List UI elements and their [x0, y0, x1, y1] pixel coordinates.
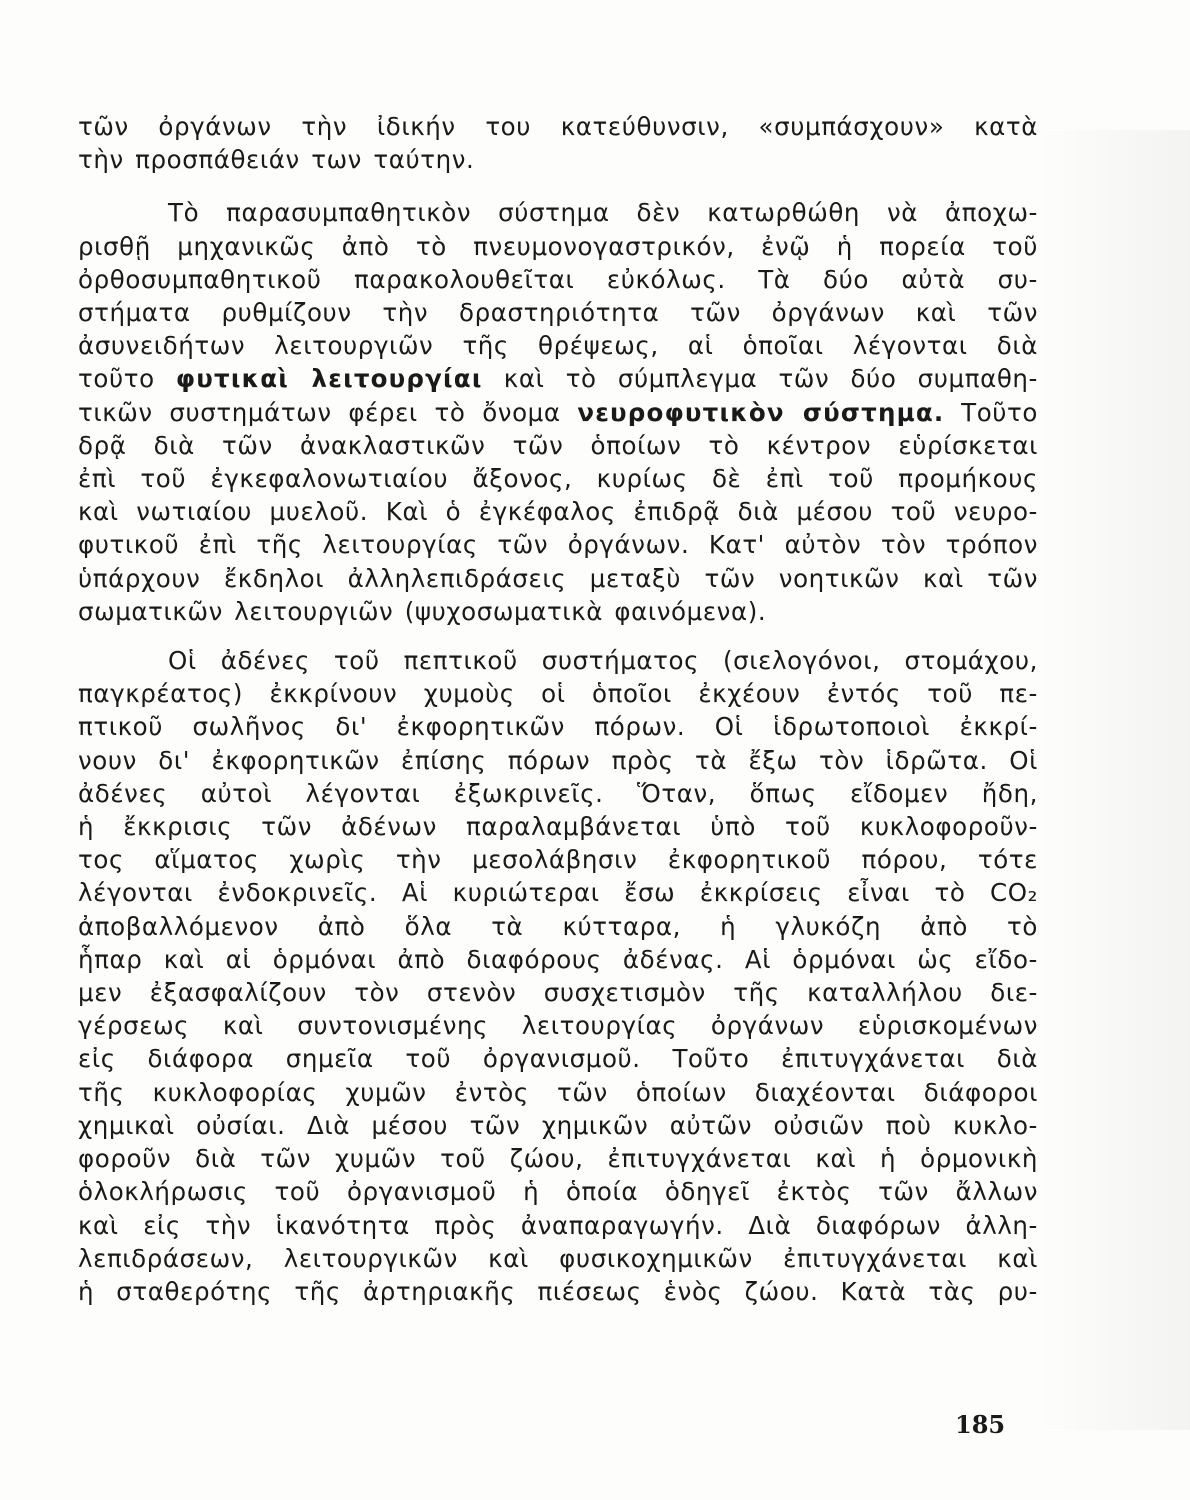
text-line: Τὸ παρασυμπαθητικὸν σύστημα δὲν κατωρθώθη νὰ ἀποχω- [168, 198, 1038, 228]
text-line: χημικαὶ οὐσίαι. Διὰ μέσου τῶν χημικῶν αὐτῶν οὐσιῶν ποὺ κυκλο- [78, 1110, 1038, 1140]
paragraph-gap [78, 628, 1038, 644]
text-line: λέγονται ἐνδοκρινεῖς. Αἱ κυριώτεραι ἔσω ἐκκρίσεις εἶναι τὸ CO₂ [78, 878, 1038, 908]
text-line: στήματα ρυθμίζουν τὴν δραστηριότητα τῶν ὀργάνων καὶ τῶν [78, 298, 1038, 328]
text-line: τοῦτο φυτικαὶ λειτουργίαι καὶ τὸ σύμπλεγμα τῶν δύο συμπαθη- [78, 364, 1038, 394]
text-line: ἧπαρ καὶ αἱ ὁρμόναι ἀπὸ διαφόρους ἀδένας. Αἱ ὁρμόναι ὡς εἴδο- [78, 944, 1038, 974]
text-line: ἀδένες αὐτοὶ λέγονται ἐξωκρινεῖς. Ὅταν, ὅπως εἴδομεν ἤδη, [78, 778, 1038, 808]
text-line: καὶ νωτιαίου μυελοῦ. Καὶ ὁ ἐγκέφαλος ἐπιδρᾷ διὰ μέσου τοῦ νευρο- [78, 497, 1038, 527]
text-line: δρᾷ διὰ τῶν ἀνακλαστικῶν τῶν ὁποίων τὸ κέντρον εὑρίσκεται [78, 430, 1038, 460]
paragraph-3 [78, 644, 1038, 1308]
text-line: τὴν προσπάθειάν των ταύτην. [78, 145, 475, 175]
text-line: φυτικοῦ ἐπὶ τῆς λειτουργίας τῶν ὀργάνων. Κατ' αὐτὸν τὸν τρόπον [78, 530, 1038, 560]
body-text [78, 110, 1038, 1308]
text-line: τικῶν συστημάτων φέρει τὸ ὄνομα νευροφυτικὸν σύστημα. Τοῦτο [78, 397, 1038, 427]
text-line: μεν ἐξασφαλίζουν τὸν στενὸν συσχετισμὸν τῆς καταλλήλου διε- [78, 978, 1038, 1008]
text-line: ἐπὶ τοῦ ἐγκεφαλονωτιαίου ἄξονος, κυρίως δὲ ἐπὶ τοῦ προμήκους [78, 464, 1038, 494]
paragraph-2 [78, 196, 1038, 628]
text-line: φοροῦν διὰ τῶν χυμῶν τοῦ ζώου, ἐπιτυγχάνεται καὶ ἡ ὁρμονικὴ [78, 1144, 1038, 1174]
text-line: παγκρέατος) ἐκκρίνουν χυμοὺς οἱ ὁποῖοι ἐκχέουν ἐντός τοῦ πε- [78, 679, 1038, 709]
text-line: ὁλοκλήρωσις τοῦ ὀργανισμοῦ ἡ ὁποία ὁδηγεῖ ἐκτὸς τῶν ἄλλων [78, 1177, 1038, 1207]
text-line: γέρσεως καὶ συντονισμένης λειτουργίας ὀργάνων εὑρισκομένων [78, 1011, 1038, 1041]
text-line: ἀποβαλλόμενον ἀπὸ ὅλα τὰ κύτταρα, ἡ γλυκόζη ἀπὸ τὸ [78, 911, 1038, 941]
text-line: τῶν ὀργάνων τὴν ἰδικήν του κατεύθυνσιν, «συμπάσχουν» κατὰ [78, 112, 1038, 141]
text-line: ὀρθοσυμπαθητικοῦ παρακολουθεῖται εὐκόλως. Τὰ δύο αὐτὰ συ- [78, 264, 1038, 294]
bold-term: φυτικαὶ λειτουργίαι [175, 364, 483, 394]
bold-term: νευροφυτικὸν σύστημα. [577, 397, 945, 427]
text-line: λεπιδράσεων, λειτουργικῶν καὶ φυσικοχημικῶν ἐπιτυγχάνεται καὶ [78, 1243, 1038, 1273]
text-line: εἰς διάφορα σημεῖα τοῦ ὀργανισμοῦ. Τοῦτο ἐπιτυγχάνεται διὰ [78, 1044, 1038, 1074]
text-line: Οἱ ἀδένες τοῦ πεπτικοῦ συστήματος (σιελογόνοι, στομάχου, [168, 646, 1038, 676]
text-line: ἀσυνειδήτων λειτουργιῶν τῆς θρέψεως, αἱ ὁποῖαι λέγονται διὰ [78, 331, 1038, 361]
paragraph-gap [78, 176, 1038, 196]
text-line: ὑπάρχουν ἔκδηλοι ἀλληλεπιδράσεις μεταξὺ τῶν νοητικῶν καὶ τῶν [78, 563, 1038, 593]
text-line: τος αἵματος χωρὶς τὴν μεσολάβησιν ἐκφορητικοῦ πόρου, τότε [78, 845, 1038, 875]
text-line: καὶ εἰς τὴν ἱκανότητα πρὸς ἀναπαραγωγήν. Διὰ διαφόρων ἀλλη- [78, 1210, 1038, 1240]
text-line: ρισθῇ μηχανικῶς ἀπὸ τὸ πνευμονογαστρικόν, ἐνῷ ἡ πορεία τοῦ [78, 231, 1038, 261]
text-line: σωματικῶν λειτουργιῶν (ψυχοσωματικὰ φαινόμενα). [78, 596, 767, 626]
text-line: ἡ σταθερότης τῆς ἀρτηριακῆς πιέσεως ἑνὸς ζώου. Κατὰ τὰς ρυ- [78, 1276, 1038, 1306]
text-line: νουν δι' ἐκφορητικῶν ἐπίσης πόρων πρὸς τὰ ἔξω τὸν ἱδρῶτα. Οἱ [78, 745, 1038, 775]
text-line: πτικοῦ σωλῆνος δι' ἐκφορητικῶν πόρων. Οἱ ἱδρωτοποιοὶ ἐκκρί- [78, 712, 1038, 742]
text-line: τῆς κυκλοφορίας χυμῶν ἐντὸς τῶν ὁποίων διαχέονται διάφοροι [78, 1077, 1038, 1107]
page-number: 185 [955, 1410, 1006, 1439]
text-line: ἡ ἔκκρισις τῶν ἀδένων παραλαμβάνεται ὑπὸ τοῦ κυκλοφοροῦν- [78, 812, 1038, 842]
paragraph-1 [78, 110, 1038, 176]
page-shadow [1040, 130, 1190, 1430]
